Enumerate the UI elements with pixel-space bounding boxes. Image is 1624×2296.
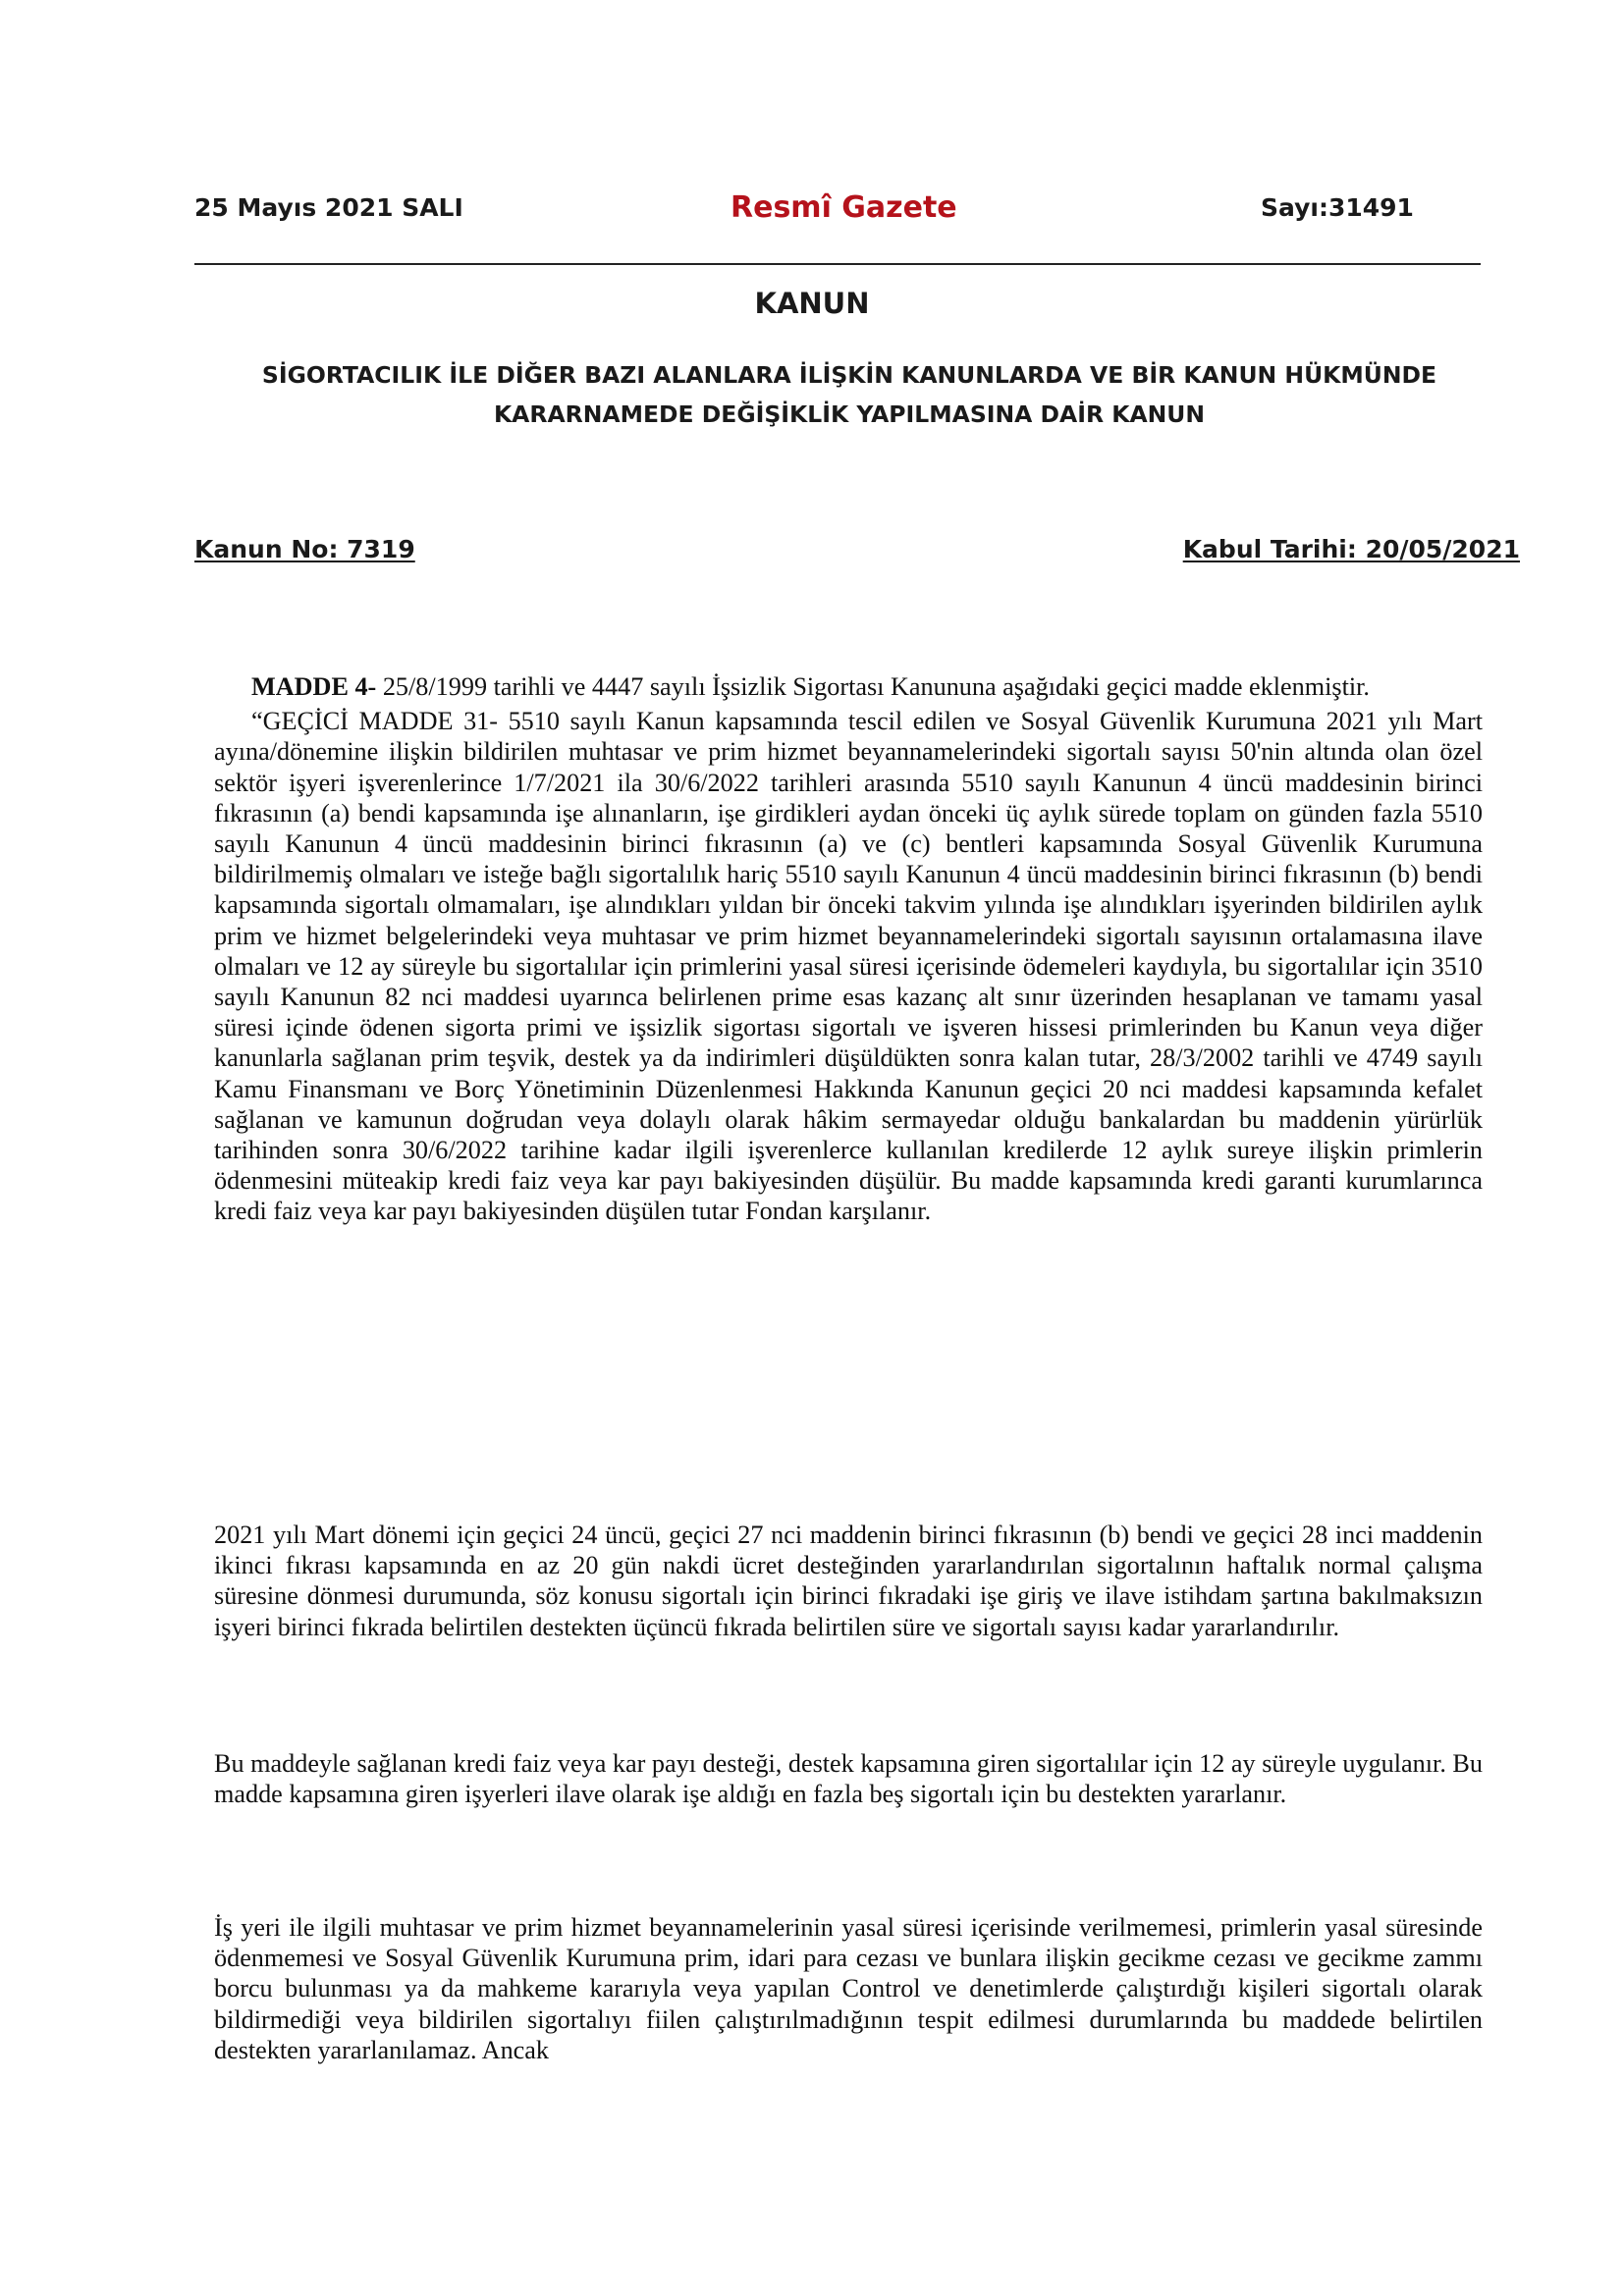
gazette-date: 25 Mayıs 2021 SALI [194, 193, 463, 222]
law-number: Kanun No: 7319 [194, 535, 415, 563]
paragraph-3 [214, 1748, 1483, 1809]
document-type: KANUN [754, 287, 870, 320]
paragraph-4-text: İş yeri ile ilgili muhtasar ve prim hizmet beyannamelerinin yasal süresi içerisinde verilmemesi, primlerin yasal süresinde ödenmemesi ve Sosyal Güvenlik Kurumuna prim, idari para cezası ve bunlara ilişkin gecikme cezası ve gecikme zammı borcu bulunması ya da mahkeme kararıyla veya yapılan Control ve denetimlerde çalıştırdığı kişileri sigortalı olarak bildirmediği veya bildirilen sigortalıyı fiilen çalıştırılmadığının tespit edilmesi durumlarında bu maddede belirtilen destekten yararlanılamaz. Ancak [214, 1913, 1483, 2064]
paragraph-2-text: 2021 yılı Mart dönemi için geçici 24 üncü, geçici 27 nci maddenin birinci fıkrasının (b) bendi ve geçici 28 inci maddenin ikinci fıkrası kapsamında en az 20 gün nakdi ücret desteğinden yararlandırılan sigortalının haftalık normal çalışma süresine dönmesi durumunda, söz konusu sigortalı için birinci fıkradaki işe giriş ve ilave istihdam şartına bakılmaksızın işyeri birinci fıkrada belirtilen destekten üçüncü fıkrada belirtilen süre ve sigortalı sayısı kadar yararlandırılır. [214, 1521, 1483, 1641]
acceptance-date: Kabul Tarihi: 20/05/2021 [1182, 535, 1520, 563]
temporary-article-paragraph: “GEÇİCİ MADDE 31- 5510 sayılı Kanun kapsamında tescil edilen ve Sosyal Güvenlik Kurumuna 2021 yılı Mart ayına/dönemine ilişkin bildirilen muhtasar ve prim hizmet beyannamelerindeki sigortalı sayısı 50'nin altında olan özel sektör işyeri işverenlerince 1/7/2021 ila 30/6/2022 tarihleri arasında 5510 sayılı Kanunun 4 üncü maddesinin birinci fıkrasının (a) bendi kapsamında işe alınanların, işe girdikleri aydan önceki üç aylık sürede toplam on günden fazla 5510 sayılı Kanunun 4 üncü maddesinin birinci fıkrasının (a) ve (c) bentleri kapsamında Sosyal Güvenlik Kurumuna bildirilmemiş olmaları ve isteğe bağlı sigortalılık hariç 5510 sayılı Kanunun 4 üncü maddesinin birinci fıkrasının (b) bendi kapsamında sigortalı olmamaları, işe alındıkları yıldan bir önceki takvim yılında işe alındıkları işyerinden bildirilen aylık prim ve hizmet belgelerindeki veya muhtasar ve prim hizmet beyannamelerindeki sigortalı sayısının ortalamasına ilave olmaları ve 12 ay süreyle bu sigortalılar için primlerini yasal süresi içerisinde ödemeleri kaydıyla, bu sigortalılar için 3510 sayılı Kanunun 82 nci maddesi uyarınca belirlenen prime esas kazanç alt sınır üzerinden hesaplanan ve tamamı yasal süresi içinde ödenen sigorta primi ve işsizlik sigortası sigortalı ve işveren hissesi primlerinden bu Kanun veya diğer kanunlarla sağlanan prim teşvik, destek ya da indirimleri düşüldükten sonra kalan tutar, 28/3/2002 tarihli ve 4749 sayılı Kamu Finansmanı ve Borç Yönetiminin Düzenlenmesi Hakkında Kanunun geçici 20 nci maddesi kapsamında kefalet sağlanan ve kamunun doğrudan veya dolaylı olarak hâkim sermayedar olduğu bankalardan bu maddenin yürürlük tarihinden sonra 30/6/2022 tarihine kadar ilgili işverenlerce kullanılan kredilerde 12 aylık sureye ilişkin primlerin ödenmesini müteakip kredi faiz veya kar payı bakiyesinden düşülür. Bu madde kapsamında kredi garanti kurumlarınca kredi faiz veya kar payı bakiyesinden düşülen tutar Fondan karşılanır. [214, 707, 1483, 1226]
law-title-line-1: SİGORTACILIK İLE DİĞER BAZI ALANLARA İLİŞKİN KANUNLARDA VE BİR KANUN HÜKMÜNDE [261, 361, 1437, 389]
article-section [214, 671, 1483, 1227]
header-divider [194, 263, 1481, 265]
gazette-name: Resmî Gazete [731, 190, 957, 225]
paragraph-3-text: Bu maddeyle sağlanan kredi faiz veya kar payı desteği, destek kapsamına giren sigortalılar için 12 ay süreyle uygulanır. Bu madde kapsamına giren işyerleri ilave olarak işe aldığı en fazla beş sigortalı için bu destekten yararlanır. [214, 1749, 1483, 1809]
law-title-line-2: KARARNAMEDE DEĞİŞİKLİK YAPILMASINA DAİR KANUN [493, 400, 1206, 428]
article-intro-text: 25/8/1999 tarihli ve 4447 sayılı İşsizlik Sigortası Kanununa aşağıdaki geçici madde eklenmiştir. [376, 672, 1370, 701]
paragraph-4 [214, 1912, 1483, 2065]
article-intro-paragraph [214, 671, 1483, 702]
paragraph-2 [214, 1520, 1483, 1642]
law-title [196, 355, 1502, 434]
article-label: MADDE 4- [251, 672, 377, 701]
gazette-issue-number: Sayı:31491 [1261, 193, 1414, 222]
